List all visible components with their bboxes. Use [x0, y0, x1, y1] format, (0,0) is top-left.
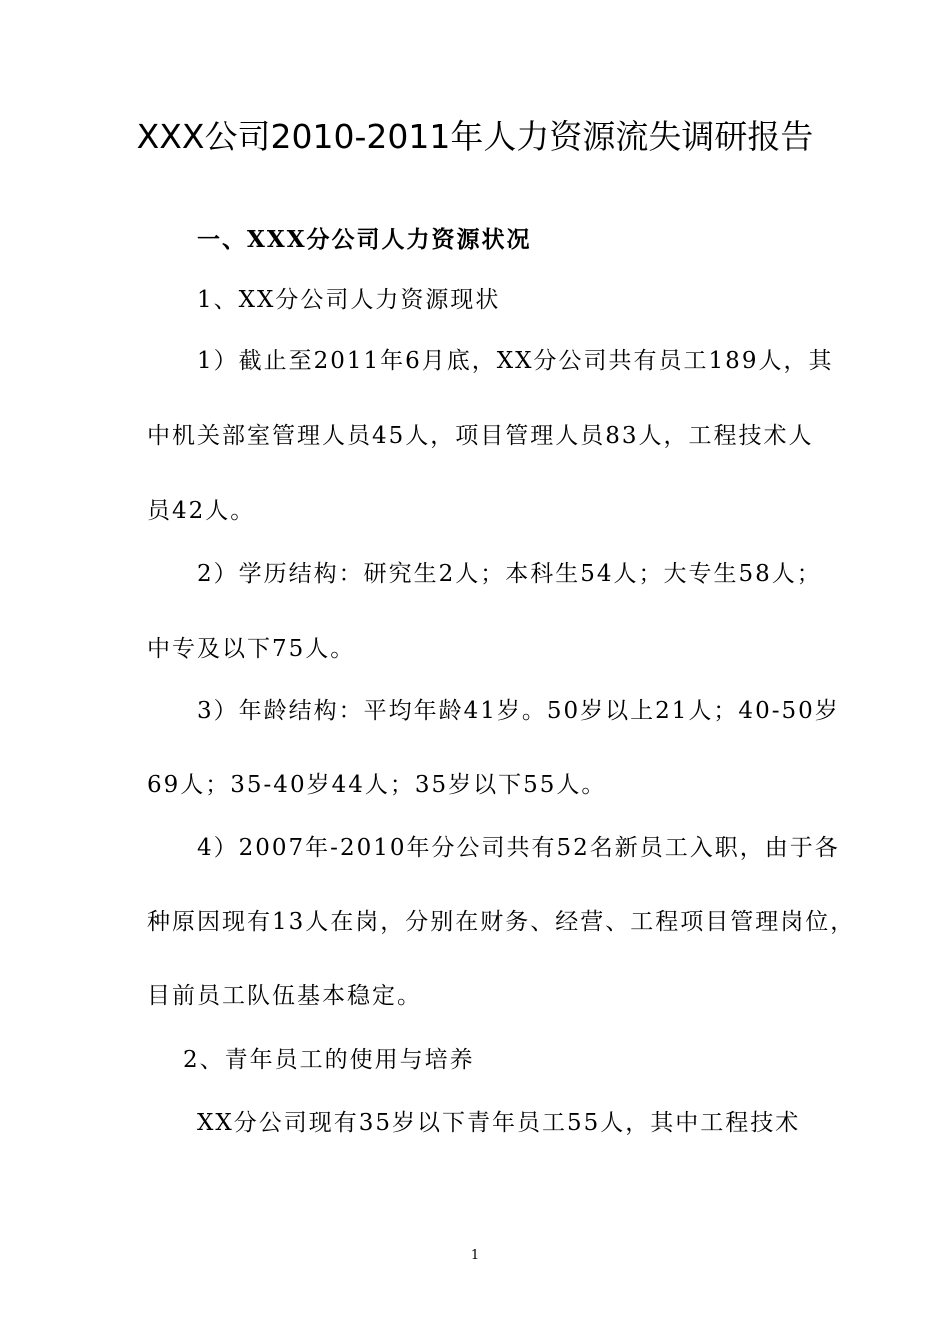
paragraph-line: 中机关部室管理人员45人，项目管理人员83人，工程技术人 [147, 423, 814, 449]
paragraph-line: 种原因现有13人在岗，分别在财务、经营、工程项目管理岗位， [147, 909, 856, 935]
paragraph-line: 员42人。 [147, 498, 256, 524]
subsection-heading: 2、青年员工的使用与培养 [183, 1047, 475, 1073]
paragraph-line: 目前员工队伍基本稳定。 [147, 983, 422, 1009]
paragraph-line: 中专及以下75人。 [147, 636, 356, 662]
paragraph-line: XX分公司现有35岁以下青年员工55人，其中工程技术 [197, 1110, 801, 1136]
paragraph-line: 1）截止至2011年6月底，XX分公司共有员工189人，其 [197, 348, 834, 374]
paragraph-line: 4）2007年-2010年分公司共有52名新员工入职，由于各 [197, 835, 840, 861]
section-heading: 一、XXX分公司人力资源状况 [197, 226, 532, 253]
document-title: XXX公司2010-2011年人力资源流失调研报告 [136, 117, 814, 156]
subsection-heading: 1、XX分公司人力资源现状 [197, 287, 501, 313]
page-number: 1 [470, 1248, 480, 1263]
paragraph-line: 2）学历结构：研究生2人；本科生54人；大专生58人； [197, 561, 822, 587]
paragraph-line: 3）年龄结构：平均年龄41岁。50岁以上21人；40-50岁 [197, 698, 840, 724]
paragraph-line: 69人；35-40岁44人；35岁以下55人。 [147, 772, 607, 798]
